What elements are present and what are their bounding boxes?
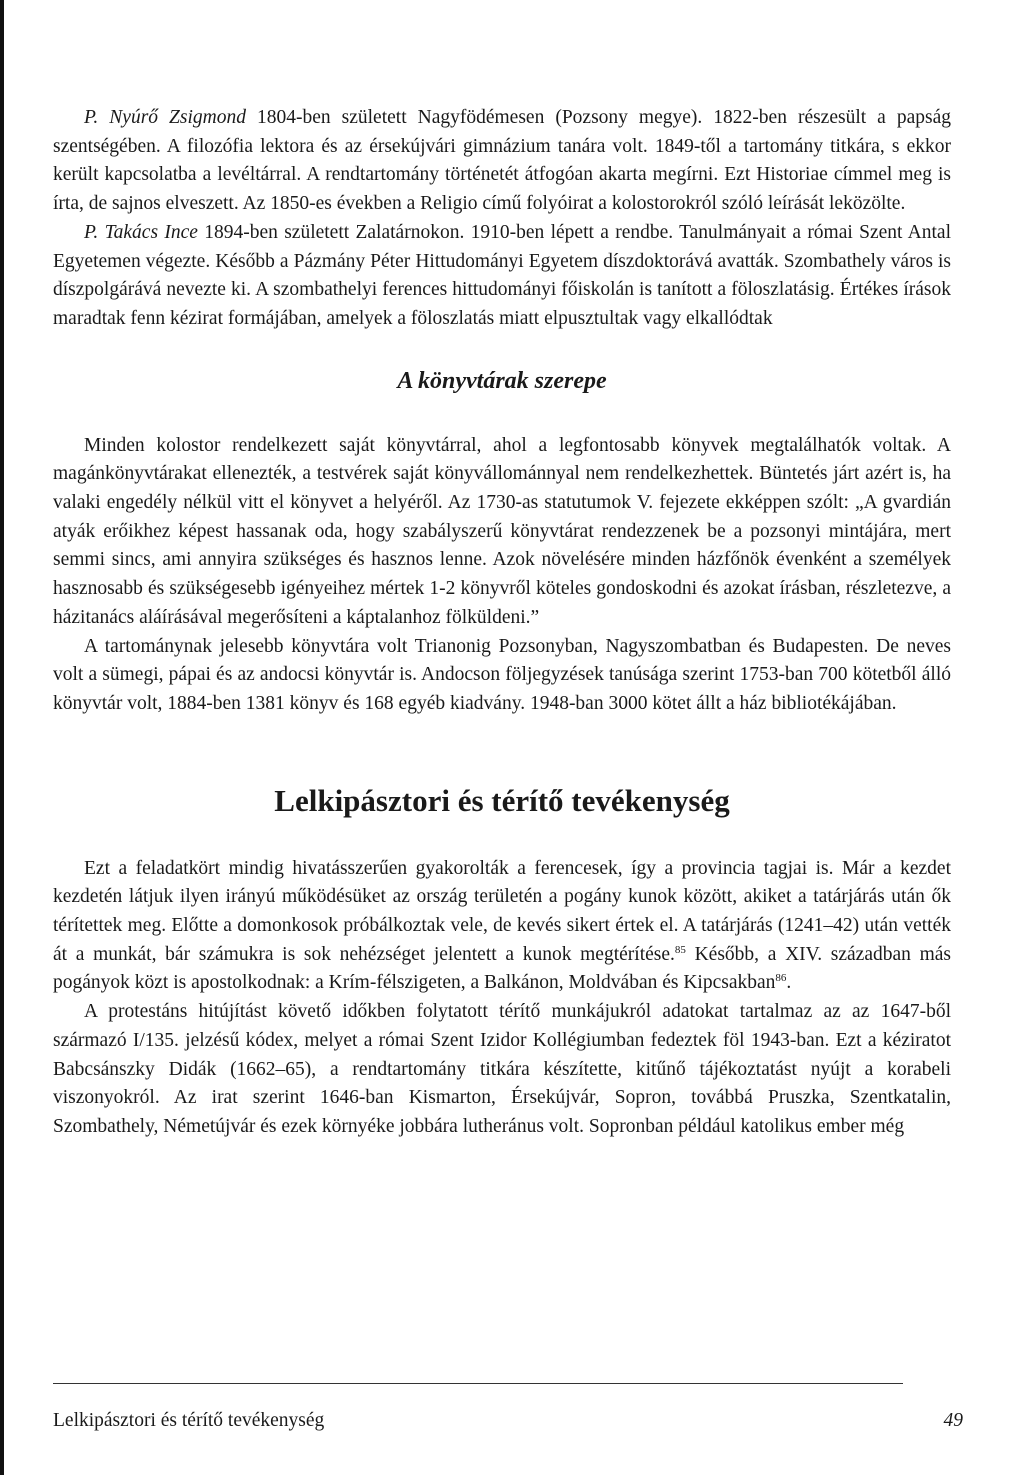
footer-rule [53,1383,903,1384]
library-paragraph: Minden kolostor rendelkezett saját könyvtárral, ahol a legfontosabb könyvek megtalálhatók voltak. A magánkönyvtárakat ellenezték, a testvérek saját könyvállománnyal nem rendelkezhettek. Büntetés járt azért is, ha valaki engedély nélkül vitt el könyvet a helyéről. Az 1730-as statutumok V. fejezete ekképpen szólt: „A gvardián atyák erőikhez képest hassanak oda, hogy szabályszerű könyvtárat rendezzenek be a pozsonyi mintájára, mert semmi sincs, ami annyira szükséges és hasznos lenne. Azok növelésére minden házfőnök évenként a személyek hasznosabb és szükségesebb igényeihez mértek 1-2 könyvről köteles gondoskodni és azokat írásban, részletezve, a házitanács aláírásával megerősíteni a káptalanhoz fölküldeni.” [53,434,951,628]
section-heading: Lelkipásztori és térítő tevékenység [274,782,730,818]
footnote-ref: 85 [674,943,686,956]
protestant-era-paragraph: A protestáns hitújítást követő időkben folytatott térítő munkájukról adatokat tartalmaz az az 1647-ből származó I/135. jelzésű kódex, melyet a római Szent Izidor Kollégiumban fedeztek föl 1943-ban. Ezt a kéziratot Babcsánszky Didák (1662–65), a rendtartomány titkára készítette, kitűnő tájékoztatást nyújt a korabeli viszonyokról. Az irat szerint 1646-ban Kismarton, Érsekújvár, Sopron, továbbá Pruszka, Szentkatalin, Szombathely, Németújvár és ezek környéke jobbára lutheránus volt. Sopronban például katolikus ember még [53,1001,951,1137]
person-name: P. Takács Ince [84,221,198,243]
bio-paragraph-nyuro [53,104,951,219]
mission-paragraph: Ezt a feladatkört mindig hivatásszerűen gyakorolták a ferencesek, így a provincia tagjai is. Már a kezdet kezdetén látjuk ilyen irányú működésüket az ország területén a pogány kunok között, akiket a tatárjárás után ők térítettek meg. Előtte a domonkosok próbálkoztak vele, de kevés sikert értek el. A tatárjárás (1241–42) után vették át a munkát, bár számukra is sok nehézséget jelentett a kunok megtérítése.$^{85}$ Később, a XIV. században más pogányok közt is apostolkodnak: a Krím-félszigeten, a Balkánon, Moldvában és Kipcsakban$^{86}$. [53,857,951,994]
running-footer-title: Lelkipásztori és térítő tevékenység [53,1410,325,1431]
bio-paragraph-takacs [53,219,951,334]
scan-edge [0,0,4,1475]
bio-text: 1894-ben született Zalatárnokon. 1910-ben lépett a rendbe. Tanulmányait a római Szent Antal Egyetemen végezte. Később a Pázmány Péter Hittudományi Egyetem díszdoktorává avatták. Szombathely város is díszpolgárává nevezte ki. A szombathelyi ferences hittudományi főiskolán is tanított a föloszlatásig. Értékes írások maradtak fenn kézirat formájában, amelyek a föloszlatás miatt elpusztultak vagy elkallódtak [53,221,952,329]
bio-text: 1804-ben született Nagyfödémesen (Pozsony megye). 1822-ben részesült a papság szentségében. A filozófia lektora és az érsekújvári gimnázium tanára volt. 1849-től a tartomány titkára, s ekkor került kapcsolatba a levéltárral. A rendtartomány történetét átfogóan akarta megírni. Ezt Historiae címmel meg is írta, de sajnos elveszett. Az 1850-es években a Religio című folyóirat a kolostorokról szóló leírását leközölte. [53,107,951,215]
page-number: 49 [943,1410,963,1431]
subsection-heading: A könyvtárak szerepe [397,367,607,394]
library-paragraph: A tartománynak jelesebb könyvtára volt Trianonig Pozsonyban, Nagyszombatban és Budapesten. De neves volt a sümegi, pápai és az andocsi könyvtár is. Andocson följegyzések tanúsága szerint 1753-ban 700 kötetből álló könyvtár volt, 1884-ben 1381 könyv és 168 egyéb kiadvány. 1948-ban 3000 kötet állt a ház bibliotékájában. [53,635,951,714]
person-name: P. Nyúrő Zsigmond [84,107,246,128]
page-body [53,104,951,1142]
footnote-ref: 86 [775,972,787,985]
